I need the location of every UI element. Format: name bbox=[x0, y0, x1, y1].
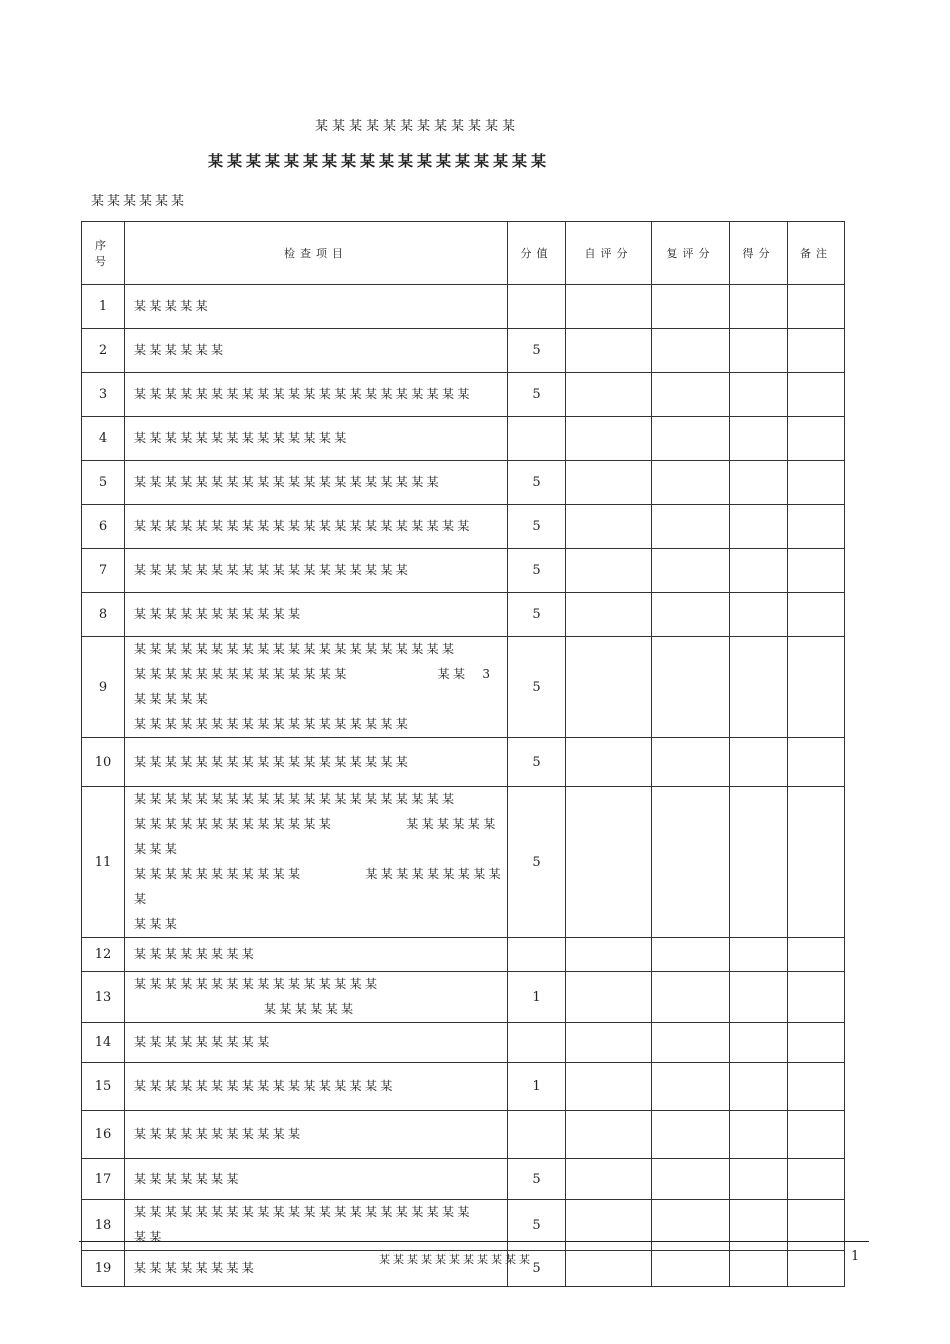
row-item-line: 某某某某某某某某某某某 bbox=[134, 867, 304, 881]
row-cell bbox=[788, 373, 845, 417]
row-score: 5 bbox=[508, 1200, 566, 1251]
document-title: 某某某某某某某某某某某某某某某某某某 bbox=[207, 152, 550, 170]
row-score bbox=[508, 1023, 566, 1063]
row-item: 某某某某某某 bbox=[125, 329, 508, 373]
row-number: 19 bbox=[82, 1251, 125, 1287]
row-cell bbox=[730, 549, 788, 593]
table-row bbox=[82, 972, 845, 1023]
row-item: 某某某某某某某某某某某某某某某某某某某某某某 bbox=[125, 373, 508, 417]
row-score bbox=[508, 417, 566, 461]
row-cell bbox=[566, 738, 652, 787]
page-number: 1 bbox=[851, 1249, 860, 1264]
row-cell bbox=[566, 1111, 652, 1159]
row-cell bbox=[566, 461, 652, 505]
row-score: 1 bbox=[508, 972, 566, 1023]
row-cell bbox=[730, 373, 788, 417]
row-cell bbox=[730, 461, 788, 505]
row-number: 1 bbox=[82, 285, 125, 329]
header-self-score: 自评分 bbox=[566, 222, 652, 285]
row-number: 5 bbox=[82, 461, 125, 505]
row-cell bbox=[652, 1023, 730, 1063]
row-cell bbox=[788, 637, 845, 738]
row-score: 5 bbox=[508, 549, 566, 593]
row-cell bbox=[566, 637, 652, 738]
row-cell bbox=[730, 505, 788, 549]
row-cell bbox=[652, 1159, 730, 1200]
document-subtitle: 某某某某某某某某某某某某 bbox=[314, 119, 519, 134]
row-cell bbox=[566, 329, 652, 373]
table-row bbox=[82, 1063, 845, 1111]
table-row bbox=[82, 938, 845, 972]
section-heading: 某某某某某某 bbox=[91, 194, 188, 209]
row-item bbox=[125, 637, 508, 738]
row-cell bbox=[788, 461, 845, 505]
row-item: 某某某某某某某某 bbox=[125, 938, 508, 972]
row-number: 18 bbox=[82, 1200, 125, 1251]
row-cell bbox=[566, 1159, 652, 1200]
table-header-row bbox=[82, 222, 845, 285]
row-cell bbox=[730, 787, 788, 938]
row-cell bbox=[730, 1023, 788, 1063]
row-item-fragment: 3 bbox=[482, 667, 494, 681]
row-cell bbox=[788, 787, 845, 938]
row-score: 1 bbox=[508, 1063, 566, 1111]
row-item bbox=[125, 787, 508, 938]
row-cell bbox=[652, 1063, 730, 1111]
row-item-fragment: 某某某某某某 bbox=[264, 1002, 357, 1016]
row-number: 7 bbox=[82, 549, 125, 593]
row-item: 某某某某某某某某某某某某某某某某某某某某某某 bbox=[125, 505, 508, 549]
row-cell bbox=[652, 549, 730, 593]
row-item-line: 某某 bbox=[134, 1230, 165, 1244]
row-cell bbox=[566, 1200, 652, 1251]
row-cell bbox=[652, 373, 730, 417]
footer-divider bbox=[79, 1241, 869, 1242]
row-score: 5 bbox=[508, 505, 566, 549]
row-item: 某某某某某某某 bbox=[125, 1159, 508, 1200]
row-item: 某某某某某某某某某某某某某某某某某 bbox=[125, 1063, 508, 1111]
row-number: 15 bbox=[82, 1063, 125, 1111]
row-cell bbox=[652, 285, 730, 329]
row-item: 某某某某某某某某某 bbox=[125, 1023, 508, 1063]
row-cell bbox=[788, 1159, 845, 1200]
header-item: 检查项目 bbox=[125, 222, 508, 285]
row-cell bbox=[788, 1063, 845, 1111]
row-number: 9 bbox=[82, 637, 125, 738]
row-item: 某某某某某 bbox=[125, 285, 508, 329]
row-cell bbox=[566, 593, 652, 637]
row-cell bbox=[566, 1023, 652, 1063]
row-cell bbox=[566, 787, 652, 938]
row-score: 5 bbox=[508, 593, 566, 637]
row-cell bbox=[652, 938, 730, 972]
table-row bbox=[82, 1023, 845, 1063]
row-item-line: 某某某某某某某某某某某某某某某某某某 bbox=[134, 717, 412, 731]
row-cell bbox=[788, 505, 845, 549]
row-item-line: 某某某某某某某某某某某某某某某某某某某某某 bbox=[134, 792, 458, 806]
row-cell bbox=[566, 505, 652, 549]
footer-text: 某某某某某某某某某某某 bbox=[379, 1253, 533, 1266]
table-row bbox=[82, 1200, 845, 1251]
row-cell bbox=[730, 593, 788, 637]
row-number: 16 bbox=[82, 1111, 125, 1159]
row-cell bbox=[652, 417, 730, 461]
header-number: 序 号 bbox=[82, 222, 125, 285]
row-cell bbox=[730, 637, 788, 738]
row-cell bbox=[788, 1111, 845, 1159]
row-cell bbox=[566, 285, 652, 329]
table-row bbox=[82, 1111, 845, 1159]
row-cell bbox=[652, 329, 730, 373]
table-row bbox=[82, 738, 845, 787]
row-score: 5 bbox=[508, 1251, 566, 1287]
row-number: 2 bbox=[82, 329, 125, 373]
row-cell bbox=[788, 938, 845, 972]
row-cell bbox=[730, 738, 788, 787]
row-item-fragment: 某某某某某某某某某某 bbox=[134, 867, 505, 906]
table-row bbox=[82, 787, 845, 938]
table-row bbox=[82, 1159, 845, 1200]
row-score: 5 bbox=[508, 373, 566, 417]
row-cell bbox=[730, 1159, 788, 1200]
row-number: 10 bbox=[82, 738, 125, 787]
row-number: 17 bbox=[82, 1159, 125, 1200]
row-cell bbox=[788, 417, 845, 461]
row-item bbox=[125, 972, 508, 1023]
row-cell bbox=[566, 972, 652, 1023]
row-item: 某某某某某某某某某某某 bbox=[125, 593, 508, 637]
row-item-line: 某某某某某某某某某某某某某某某某某某某某某某 bbox=[134, 1205, 473, 1219]
row-item-line: 某某某某某某某某某某某某某某 bbox=[134, 667, 350, 681]
row-score: 5 bbox=[508, 738, 566, 787]
row-cell bbox=[652, 637, 730, 738]
row-cell bbox=[730, 417, 788, 461]
table-row bbox=[82, 505, 845, 549]
row-cell bbox=[788, 738, 845, 787]
row-number: 8 bbox=[82, 593, 125, 637]
row-cell bbox=[788, 285, 845, 329]
row-cell bbox=[730, 1111, 788, 1159]
row-cell bbox=[730, 285, 788, 329]
row-item-fragment: 某某某某某某某某某 bbox=[134, 817, 499, 856]
row-cell bbox=[566, 1063, 652, 1111]
row-cell bbox=[788, 1023, 845, 1063]
row-item-fragment: 某某某某某 bbox=[134, 692, 212, 706]
row-number: 4 bbox=[82, 417, 125, 461]
row-number: 6 bbox=[82, 505, 125, 549]
row-score: 5 bbox=[508, 461, 566, 505]
row-cell bbox=[652, 972, 730, 1023]
row-item-line: 某某某某某某某某某某某某某 bbox=[134, 817, 335, 831]
row-cell bbox=[652, 505, 730, 549]
table-row bbox=[82, 373, 845, 417]
row-score: 5 bbox=[508, 1159, 566, 1200]
row-cell bbox=[788, 972, 845, 1023]
row-score bbox=[508, 938, 566, 972]
table-row bbox=[82, 637, 845, 738]
row-cell bbox=[652, 787, 730, 938]
row-item-line: 某某某 bbox=[134, 917, 181, 931]
row-cell bbox=[566, 373, 652, 417]
row-cell bbox=[652, 593, 730, 637]
row-number: 13 bbox=[82, 972, 125, 1023]
row-item bbox=[125, 1200, 508, 1251]
row-cell bbox=[730, 1200, 788, 1251]
row-cell bbox=[652, 738, 730, 787]
row-cell bbox=[788, 593, 845, 637]
row-item: 某某某某某某某某某某某某某某 bbox=[125, 417, 508, 461]
row-cell bbox=[652, 1200, 730, 1251]
header-final-score: 得分 bbox=[730, 222, 788, 285]
checklist-table bbox=[81, 221, 845, 1287]
row-cell bbox=[788, 1200, 845, 1251]
row-item-line: 某某某某某某某某某某某某某某某某 bbox=[134, 977, 381, 991]
row-score bbox=[508, 285, 566, 329]
row-item: 某某某某某某某某某某某 bbox=[125, 1111, 508, 1159]
row-cell bbox=[788, 549, 845, 593]
row-cell bbox=[566, 938, 652, 972]
table-row bbox=[82, 593, 845, 637]
row-cell bbox=[652, 1111, 730, 1159]
row-cell bbox=[730, 1063, 788, 1111]
row-cell bbox=[652, 461, 730, 505]
row-item: 某某某某某某某某某某某某某某某某某某 bbox=[125, 738, 508, 787]
table-row bbox=[82, 461, 845, 505]
row-cell bbox=[566, 549, 652, 593]
row-cell bbox=[566, 417, 652, 461]
table-row bbox=[82, 329, 845, 373]
row-number: 3 bbox=[82, 373, 125, 417]
row-cell bbox=[788, 329, 845, 373]
row-item: 某某某某某某某某某某某某某某某某某某 bbox=[125, 549, 508, 593]
header-review-score: 复评分 bbox=[652, 222, 730, 285]
row-number: 12 bbox=[82, 938, 125, 972]
row-score: 5 bbox=[508, 329, 566, 373]
row-score: 5 bbox=[508, 637, 566, 738]
row-cell bbox=[730, 329, 788, 373]
table-row bbox=[82, 417, 845, 461]
row-item: 某某某某某某某某 bbox=[125, 1251, 508, 1287]
row-number: 11 bbox=[82, 787, 125, 938]
row-score bbox=[508, 1111, 566, 1159]
row-cell bbox=[730, 938, 788, 972]
row-item: 某某某某某某某某某某某某某某某某某某某某 bbox=[125, 461, 508, 505]
header-score: 分值 bbox=[508, 222, 566, 285]
row-item-fragment: 某某 bbox=[437, 667, 469, 681]
row-number: 14 bbox=[82, 1023, 125, 1063]
table-row bbox=[82, 549, 845, 593]
row-score: 5 bbox=[508, 787, 566, 938]
row-cell bbox=[730, 972, 788, 1023]
row-item-line: 某某某某某某某某某某某某某某某某某某某某某 bbox=[134, 642, 458, 656]
table-row bbox=[82, 285, 845, 329]
header-remarks: 备注 bbox=[788, 222, 845, 285]
